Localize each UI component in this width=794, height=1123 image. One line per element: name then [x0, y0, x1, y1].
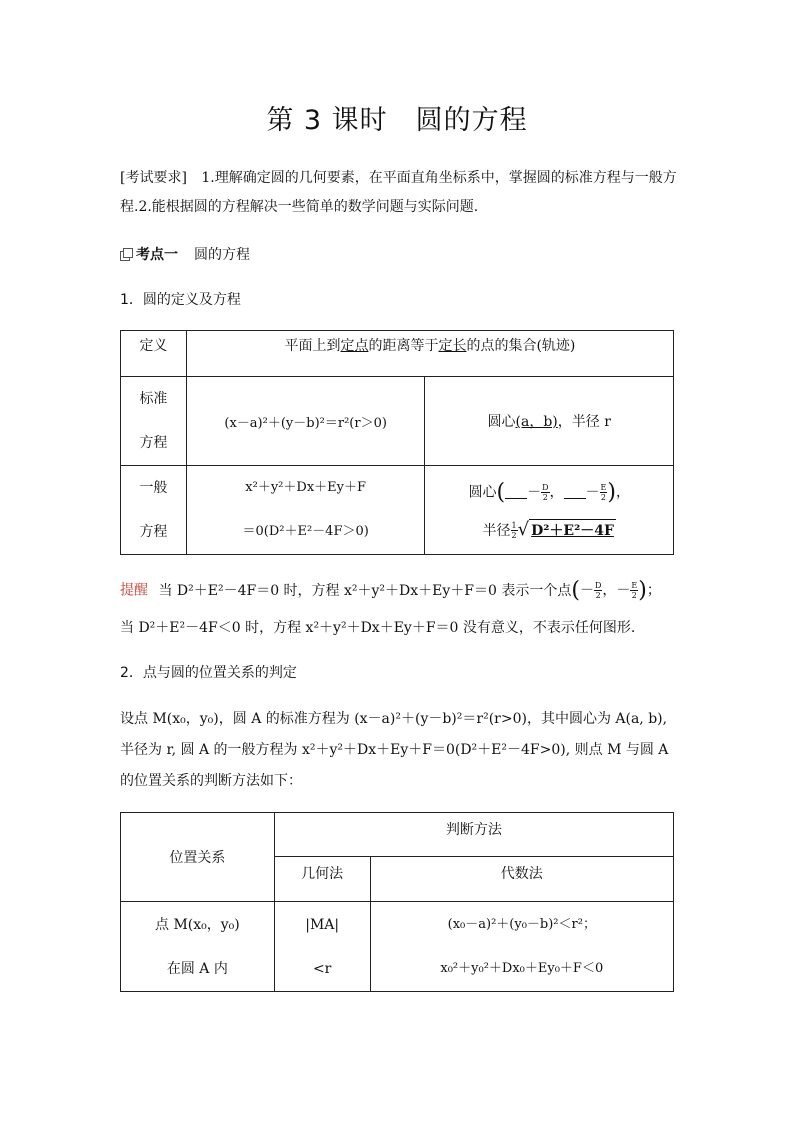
row1-geo-line2: <r	[312, 960, 332, 977]
reminder-text1: 当 D²＋E²－4F＝0 时，方程 x²＋y²＋Dx＋Ey＋F＝0 表示一个点	[158, 582, 572, 599]
row1-rel-line1: 点 M(x₀，y₀)	[155, 916, 240, 933]
row1-geo-line1: |MA|	[305, 916, 340, 933]
general-eq-line2: ＝0(D²＋E²－4F＞0)	[242, 524, 369, 539]
reminder-label: 提醒	[120, 582, 148, 599]
section2-paragraph: 设点 M(x₀，y₀)，圆 A 的标准方程为 (x－a)²＋(y－b)²＝r²(r>0)，其中圆心为 A(a, b), 半径为 r, 圆 A 的一般方程为 x²＋y²＋Dx＋Ey＋F＝0(D²＋E²－4F>0), 则点 M 与圆 A 的位置关系的判断方法如下：	[120, 711, 669, 789]
requirement-text: 1.理解确定圆的几何要素，在平面直角坐标系中，掌握圆的标准方程与一般方程.2.能根据圆的方程解决一些简单的数学问题与实际问题.	[120, 170, 677, 215]
reminder-line2: 当 D²＋E²－4F＜0 时，方程 x²＋y²＋Dx＋Ey＋F＝0 没有意义，不表示任何图形.	[120, 620, 636, 636]
definition-mid: 的距离等于	[368, 338, 439, 354]
general-center: 圆心( － $\frac{D}{2}$ ， － $\frac{E}{2}$ )，	[468, 479, 630, 505]
exam-requirement	[120, 164, 680, 222]
standard-equation: (x－a)²＋(y－b)²＝r²(r＞0)	[186, 377, 425, 466]
kaodian-icon	[120, 248, 132, 260]
row1-alg-line2: x₀²＋y₀²＋Dx₀＋Ey₀＋F＜0	[440, 960, 604, 976]
standard-head	[121, 377, 187, 466]
position-relation-table	[120, 812, 674, 992]
general-head	[121, 466, 187, 555]
general-equation	[186, 466, 425, 555]
definition-fixed-length: 定长	[438, 338, 467, 354]
table-row	[121, 902, 674, 992]
col-relation: 位置关系	[121, 813, 275, 902]
general-radius-label: 半径	[482, 522, 511, 539]
center-frac-e: $\frac{E}{2}$	[600, 482, 607, 502]
section1-heading: 1．圆的定义及方程	[120, 292, 241, 308]
col-geo: 几何法	[274, 857, 370, 902]
center-frac-d: $\frac{D}{2}$	[542, 482, 549, 502]
reminder-line1: 提醒 当 D²＋E²－4F＝0 时，方程 x²＋y²＋Dx＋Ey＋F＝0 表示一个点(－ $\frac{D}{2}$ ，－ $\frac{E}{2}$ )；	[120, 578, 661, 603]
standard-center: (a，b)	[515, 414, 558, 430]
row1-alg	[370, 902, 673, 992]
definition-head: 定义	[121, 331, 187, 377]
radius-sqrt: D²＋E²－4F	[529, 519, 616, 540]
standard-radius: ，半径 r	[557, 414, 611, 430]
kaodian-heading	[120, 244, 250, 264]
general-info	[425, 466, 674, 555]
kaodian-name: 圆的方程	[194, 247, 250, 263]
standard-info	[425, 377, 674, 466]
general-head-line1: 一般	[139, 480, 168, 496]
row1-alg-line1: (x₀－a)²＋(y₀－b)²＜r²；	[447, 916, 596, 932]
circle-equation-table	[120, 330, 674, 555]
general-center-label: 圆心	[468, 484, 497, 501]
standard-head-line2: 方程	[139, 435, 168, 451]
definition-fixed-point: 定点	[340, 338, 369, 354]
general-eq-line1: x²＋y²＋Dx＋Ey＋F	[245, 480, 367, 495]
table-row	[121, 466, 674, 555]
table-row	[121, 377, 674, 466]
col-alg: 代数法	[370, 857, 673, 902]
general-head-line2: 方程	[139, 524, 168, 540]
general-radius: 半径 $\frac{1}{2}$ √ D²＋E²－4F	[482, 518, 614, 541]
radius-frac: $\frac{1}{2}$	[511, 521, 517, 541]
requirement-tag: [考试要求]	[120, 170, 187, 186]
table-row	[121, 813, 674, 857]
definition-cell	[186, 331, 673, 377]
standard-center-label: 圆心	[487, 414, 516, 430]
row1-relation	[121, 902, 275, 992]
kaodian-label: 考点一	[136, 247, 178, 263]
definition-pre: 平面上到	[284, 338, 341, 354]
standard-head-line1: 标准	[139, 391, 168, 407]
row1-rel-line2: 在圆 A 内	[166, 960, 228, 977]
table-row	[121, 331, 674, 377]
page-title: 第 3 课时 圆的方程	[266, 105, 528, 136]
row1-geo	[274, 902, 370, 992]
col-method: 判断方法	[274, 813, 673, 857]
definition-post: 的点的集合(轨迹)	[466, 338, 576, 354]
section2-heading: 2．点与圆的位置关系的判定	[120, 665, 297, 681]
